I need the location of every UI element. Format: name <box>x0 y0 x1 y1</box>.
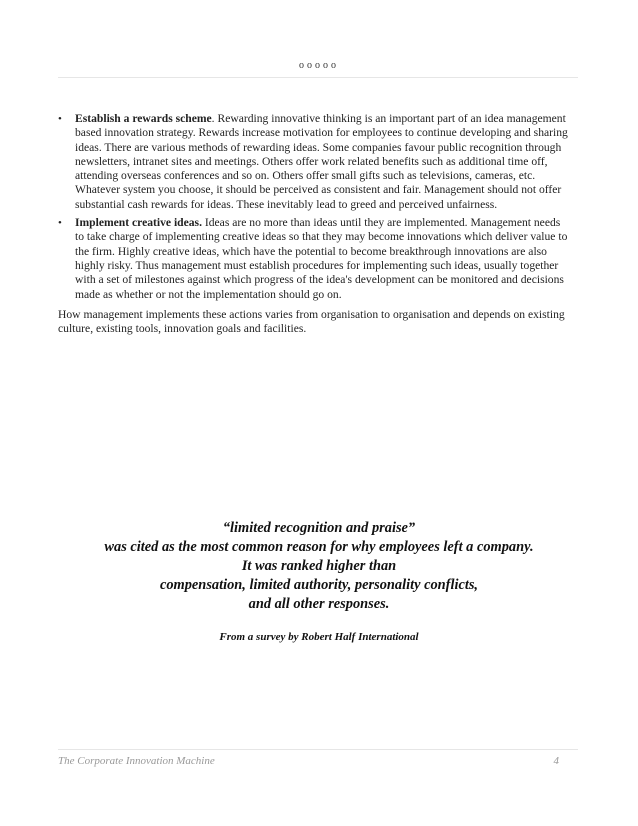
quote-source: From a survey by Robert Half International <box>219 631 419 643</box>
header-divider <box>58 77 578 78</box>
closing-paragraph: How management implements these actions varies from organisation to organisation and depends on existing culture, existing tools, innovation goals and facilities. <box>58 307 565 336</box>
bullet-icon: • <box>58 113 62 125</box>
page-number: 4 <box>553 755 559 767</box>
quote-line: compensation, limited authority, personality conflicts, <box>159 577 479 593</box>
pull-quote <box>0 519 638 614</box>
quote-line: It was ranked higher than <box>241 558 397 574</box>
footer-title: The Corporate Innovation Machine <box>58 755 215 767</box>
quote-line: “limited recognition and praise” <box>222 520 416 536</box>
footer-divider <box>58 749 578 750</box>
bullet-title: Implement creative ideas. <box>75 216 202 230</box>
header-ornament: ooooo <box>299 60 339 71</box>
quote-line: was cited as the most common reason for why employees left a company. <box>104 539 534 555</box>
quote-line: and all other responses. <box>248 596 390 612</box>
list-item <box>58 216 570 302</box>
bullet-title: Establish a rewards scheme <box>75 112 212 125</box>
body-content <box>58 112 570 336</box>
list-item <box>58 112 570 212</box>
bullet-icon: • <box>58 217 62 230</box>
bullet-list <box>58 112 570 302</box>
bullet-text: Ideas are no more than ideas until they are implemented. Management needs to take charge of implementing creative ideas so that they may become innovations which deliver value to the firm. Highly creative ideas, which have the potential to become breakthrough innovations are also highly risky. Thus management must establish procedures for implementing such ideas, usually together with a set of milestones against which progress of the idea's development can be monitored and decisions made as whether or not the implementation should go on. <box>75 216 568 301</box>
bullet-text: . Rewarding innovative thinking is an important part of an idea management based innovation strategy. Rewards increase motivation for employees to continue developing and sharing ideas. There are various methods of rewarding ideas. Some companies favour public recognition through newsletters, intranet sites and meetings. Others offer work related benefits such as additional time off, attending overseas conferences and so on. Others offer small gifts such as televisions, cameras, etc. Whatever system you choose, it should be perceived as consistent and fair. Management should not offer substantial cash rewards for ideas. These inevitably lead to greed and perceived unfairness. <box>75 112 568 211</box>
